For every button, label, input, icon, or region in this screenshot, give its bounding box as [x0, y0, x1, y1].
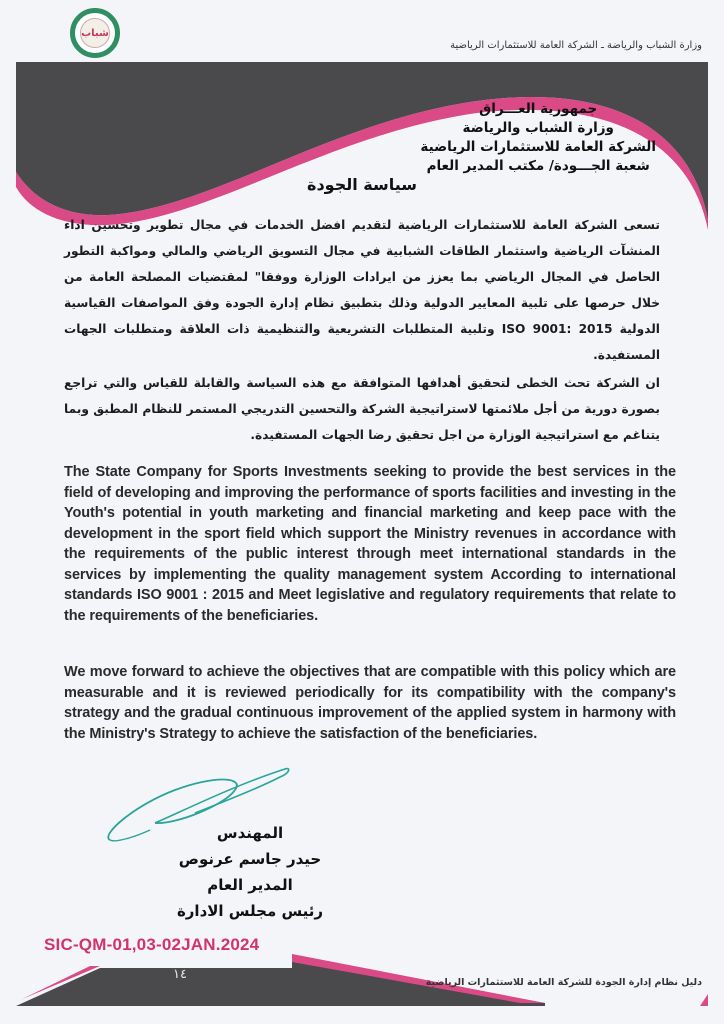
organization-header: [420, 100, 656, 176]
org-line-department: شعبة الجـــودة/ مكتب المدير العام: [426, 158, 650, 174]
org-line-ministry: وزارة الشباب والرياضة: [462, 120, 614, 136]
signatory-name: حيدر جاسم عرنوص: [178, 850, 322, 868]
logo-emblem-icon: شباب: [80, 18, 110, 48]
org-line-country: جمهورية العـــراق: [479, 101, 598, 117]
footer-caption: دليل نظام إدارة الجودة للشركة العامة للاستثمارات الرياضية: [425, 977, 702, 988]
signatory-position: المدير العام: [207, 876, 293, 894]
signatory-role: رئيس مجلس الادارة: [176, 902, 324, 920]
arabic-paragraph-1: تسعى الشركة العامة للاستثمارات الرياضية لتقديم افضل الخدمات في مجال تطوير وتحسين اداء المنشآت الرياضية واستثمار الطاقات الشبابية في مجال التسويق الرياضي والمالي ومواكبة التطور الحاصل في المجال الرياضي بما يعزز من ايرادات الوزارة ووفقا" لمقتضيات المصلحة العامة من خلال حرصها على تلبية المعايير الدولية وذلك بتطبيق نظام إدارة الجودة وفق المواصفات القياسية الدولية 2015 :9001 ISO وتلبية المتطلبات التشريعية والتنظيمية ذات العلاقة ومتطلبات الجهات المستفيدة.: [64, 218, 660, 362]
header-caption: وزارة الشباب والرياضة ـ الشركة العامة للاستثمارات الرياضية: [450, 40, 702, 51]
signatory-title: المهندس: [216, 824, 284, 842]
english-paragraph-2: We move forward to achieve the objectives that are compatible with this policy which are measurable and it is reviewed periodically for its compatibility with the company's strategy and the gradual continuous improvement of the applied system in harmony with the Ministry's Strategy to achieve the satisfaction of the beneficiaries.: [64, 664, 676, 742]
page-title: سياسة الجودة: [307, 175, 417, 194]
org-line-company: الشركة العامة للاستثمارات الرياضية: [420, 139, 656, 155]
page-number: ١٤: [173, 967, 187, 982]
document-code: SIC-QM-01,03-02JAN.2024: [44, 935, 260, 954]
arabic-paragraph-2: ان الشركة تحث الخطى لتحقيق أهدافها المتوافقة مع هذه السياسة والقابلة للقياس والتي تراجع بصورة دورية من أجل ملائمتها لاستراتيجية الشركة والتحسين التدريجي المستمر للنظام المطبق وبما يتناغم مع استراتيجية الوزارة من اجل تحقيق رضا الجهات المستفيدة.: [64, 376, 660, 442]
signatory-block: [170, 820, 330, 924]
english-paragraph-1: The State Company for Sports Investments seeking to provide the best services in the field of developing and improving the performance of sports facilities and investing in the Youth's potential in youth marketing and financial marketing and keep pace with the development in the sport field which support the Ministry revenues in accordance with the requirements of the public interest through meet international standards in the services by implementing the quality management system According to international standards ISO 9001 : 2015 and Meet legislative and regulatory requirements that relate to the requirements of the beneficiaries.: [64, 464, 676, 624]
ministry-logo: [70, 8, 120, 58]
